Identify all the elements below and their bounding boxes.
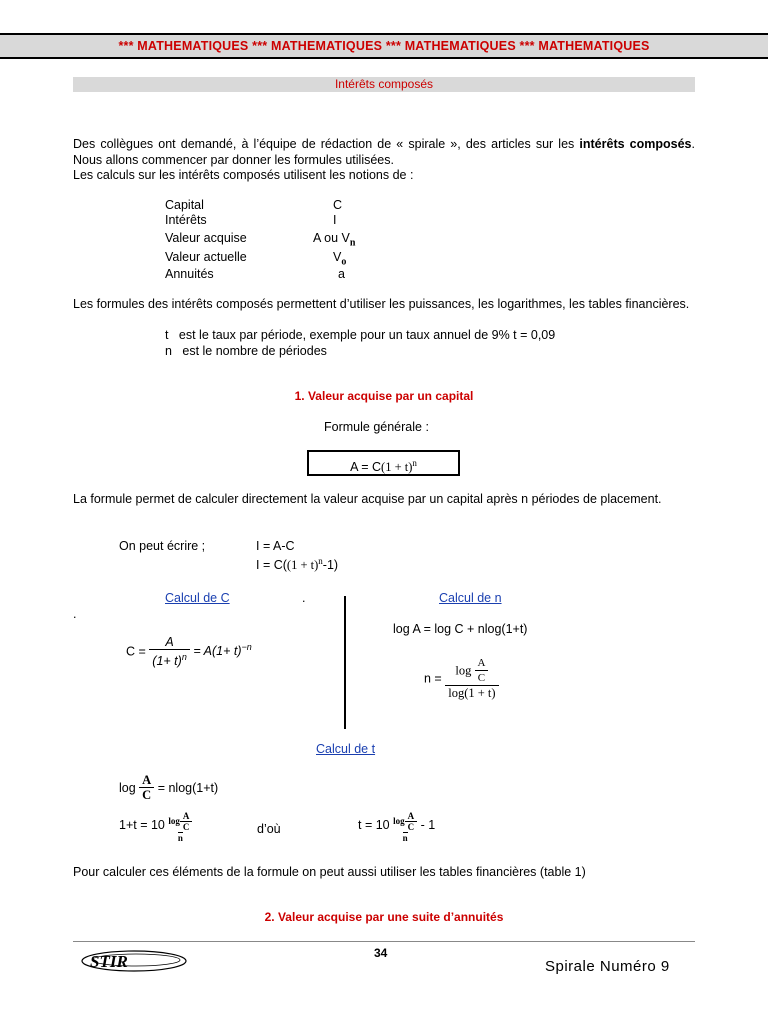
dou-text: d’où bbox=[257, 822, 281, 836]
stray-dot-left: . bbox=[73, 607, 77, 621]
calcul-c-link[interactable]: Calcul de C bbox=[165, 591, 230, 605]
stray-dot: . bbox=[302, 591, 306, 605]
intro-bold-term: intérêts composés bbox=[579, 137, 692, 151]
calcul-t-link[interactable]: Calcul de t bbox=[316, 742, 376, 756]
stir-logo bbox=[80, 948, 188, 974]
exponent-fraction: log $\frac{A}{C}$ n bbox=[168, 812, 192, 843]
write-label: On peut écrire ; bbox=[119, 539, 206, 553]
log-equation: log A = log C + nlog(1+t) bbox=[393, 622, 528, 636]
notion-label-annuites: Annuités bbox=[165, 267, 214, 281]
log-ac-equation: log $\frac{A}{C}$ = nlog(1+t) bbox=[119, 773, 219, 802]
calcul-n-link[interactable]: Calcul de n bbox=[439, 591, 502, 605]
article-title: Intérêts composés bbox=[73, 77, 695, 92]
formulas-intro: Les formules des intérêts composés permettent d’utiliser les puissances, les logarithmes, les tables financières. bbox=[73, 297, 690, 311]
intro-line2: Les calculs sur les intérêts composés utilisent les notions de : bbox=[73, 168, 414, 182]
intro-text: Des collègues ont demandé, à l’équipe de rédaction de « spirale », des articles sur les bbox=[73, 137, 580, 151]
notion-symbol-valeur-actuelle: $V_o$ bbox=[333, 250, 347, 268]
section2-heading: 2. Valeur acquise par une suite d’annuités bbox=[264, 910, 504, 924]
column-divider bbox=[344, 596, 346, 729]
section1-description: La formule permet de calculer directement la valeur acquise par un capital après n périodes de placement. bbox=[73, 492, 662, 506]
notion-symbol-interets: I bbox=[333, 213, 337, 227]
formula-c: C = $\frac{A}{(1+ t)^n}$ = $A(1+ t)^{-n}$ bbox=[126, 635, 252, 669]
fraction-log-ac-over-log: log $\frac{A}{C}$ log(1 + t) bbox=[445, 657, 498, 700]
svg-text:STIR: STIR bbox=[90, 952, 128, 971]
notion-label-interets: Intérêts bbox=[165, 213, 207, 227]
one-plus-t-equation: 1+t = 10 log $\frac{A}{C}$ n bbox=[119, 812, 192, 843]
section1-heading: 1. Valeur acquise par un capital bbox=[294, 389, 474, 403]
definition-t: t est le taux par période, exemple pour un taux annuel de 9% t = 0,09 bbox=[165, 328, 556, 342]
notion-symbol-capital: C bbox=[333, 198, 343, 212]
page-header-banner: *** MATHEMATIQUES *** MATHEMATIQUES *** MATHEMATIQUES *** MATHEMATIQUES bbox=[0, 33, 768, 59]
notion-symbol-annuites: a bbox=[338, 267, 345, 281]
exponent-fraction-t: log $\frac{A}{C}$ n bbox=[393, 812, 417, 843]
journal-name: Spirale Numéro 9 bbox=[545, 958, 670, 975]
interest-equation-1: I = A-C bbox=[256, 539, 295, 553]
definition-n: n est le nombre de périodes bbox=[165, 344, 327, 358]
intro-paragraph bbox=[73, 137, 695, 184]
intro-text-end: . Nous allons commencer par donner les formules utilisées. bbox=[73, 137, 695, 167]
page-number: 34 bbox=[374, 946, 388, 960]
interest-equation-2: $I = C((1 + t)^n-1)$ bbox=[256, 556, 339, 573]
notion-symbol-valeur-acquise: A ou $V_n$ bbox=[313, 231, 356, 249]
notion-label-valeur-actuelle: Valeur actuelle bbox=[165, 250, 247, 264]
fraction-a-over-1pt: $\frac{A}{(1+ t)^n}$ bbox=[149, 636, 190, 668]
general-formula-box: $A = C(1 + t)^n$ bbox=[307, 450, 460, 476]
formula-n: n = log $\frac{A}{C}$ log(1 + t) bbox=[424, 657, 499, 700]
formula-label: Formule générale : bbox=[324, 420, 429, 434]
notion-label-capital: Capital bbox=[165, 198, 204, 212]
notion-label-valeur-acquise: Valeur acquise bbox=[165, 231, 247, 245]
tables-note: Pour calculer ces éléments de la formule on peut aussi utiliser les tables financières (table 1) bbox=[73, 865, 586, 879]
footer-rule bbox=[73, 941, 695, 942]
t-equation: t = 10 log $\frac{A}{C}$ n - 1 bbox=[358, 811, 436, 843]
